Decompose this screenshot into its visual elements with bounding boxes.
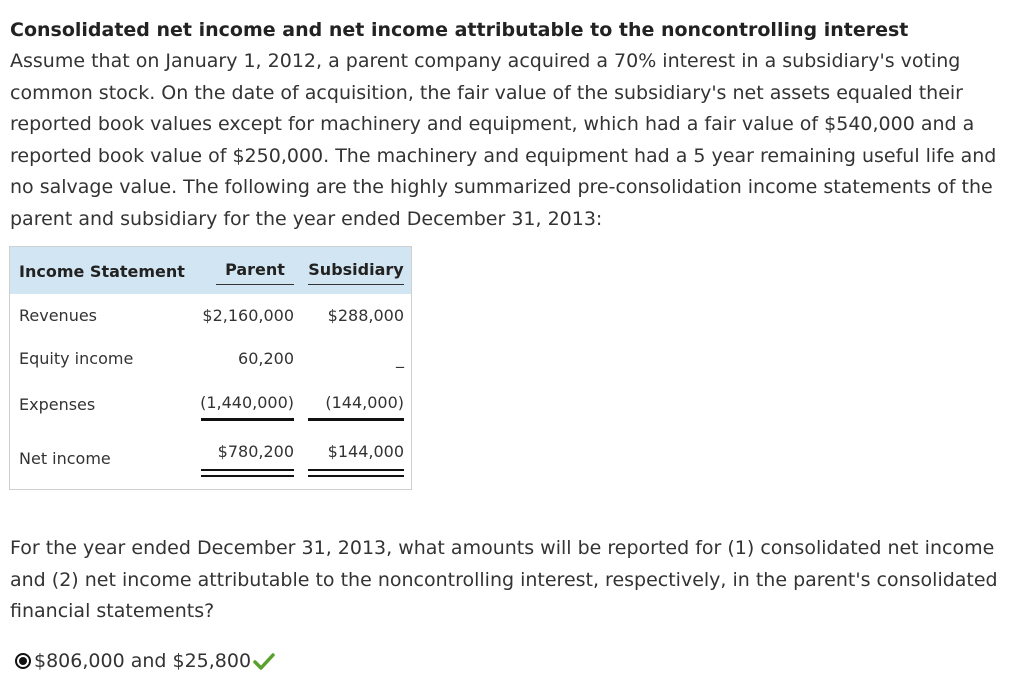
answer-text: $806,000 and $25,800 — [34, 650, 252, 672]
question-intro: Assume that on January 1, 2012, a parent company acquired a 70% interest in a subsidiary's voting common stock. On the date of acquisition, the fair value of the subsidiary's net assets equaled their reported book values except for machinery and equipment, which had a fair value of $540,000 and a reported book value of $250,000. The machinery and equipment had a 5 year remaining useful life and no salvage value. The following are the highly summarized pre-consolidation income statements of the parent and subsidiary for the year ended December 31, 2013: — [10, 50, 997, 230]
cell-parent-net-income: $780,200 — [217, 442, 294, 461]
cell-subsidiary-net-income: $144,000 — [327, 442, 404, 461]
income-statement-table — [9, 246, 412, 490]
radio-selected[interactable] — [15, 653, 31, 669]
subtotal-rule-subsidiary — [308, 418, 404, 421]
question-text: For the year ended December 31, 2013, what amounts will be reported for (1) consolidated net income and (2) net income attributable to the noncontrolling interest, respectively, in the parent's consolidated financial statements? — [10, 537, 998, 623]
row-label-net-income: Net income — [19, 449, 111, 468]
cell-parent-expenses: (1,440,000) — [200, 393, 294, 412]
total-rule-subsidiary-top — [308, 469, 404, 471]
row-label-equity-income: Equity income — [19, 349, 134, 368]
header-subsidiary: Subsidiary — [308, 260, 404, 285]
total-rule-parent-bottom — [201, 475, 294, 477]
cell-subsidiary-expenses: (144,000) — [325, 393, 404, 412]
table-header — [10, 247, 411, 294]
cell-subsidiary-equity-income: _ — [396, 349, 404, 368]
header-parent: Parent — [216, 260, 294, 285]
answer-option[interactable] — [15, 648, 275, 674]
checkmark-icon — [253, 651, 275, 671]
row-label-revenues: Revenues — [19, 306, 98, 325]
header-income-statement: Income Statement — [19, 262, 185, 281]
cell-subsidiary-revenues: $288,000 — [327, 306, 404, 325]
cell-parent-revenues: $2,160,000 — [202, 306, 294, 325]
row-label-expenses: Expenses — [19, 395, 96, 414]
total-rule-subsidiary-bottom — [308, 475, 404, 477]
question-title: Consolidated net income and net income attributable to the noncontrolling interest — [10, 19, 909, 41]
cell-parent-equity-income: 60,200 — [238, 349, 294, 368]
total-rule-parent-top — [201, 469, 294, 471]
subtotal-rule-parent — [201, 418, 294, 421]
